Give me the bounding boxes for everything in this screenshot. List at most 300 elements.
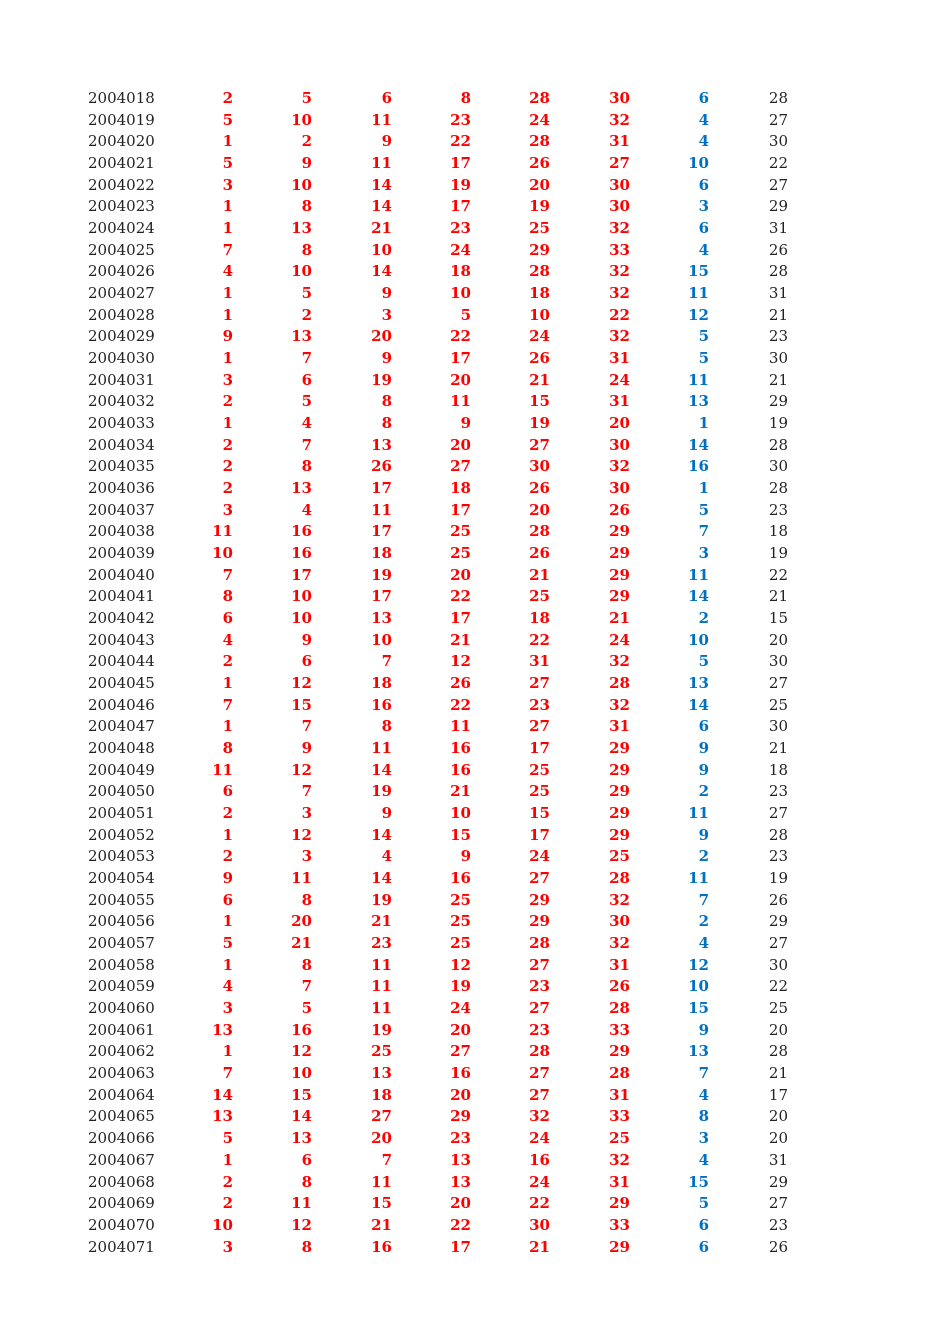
red-ball-3: 14 [371, 760, 392, 779]
red-ball-2: 12 [291, 674, 312, 693]
table-row [0, 88, 950, 109]
last-column-value: 19 [768, 544, 788, 563]
red-ball-4: 20 [450, 1020, 471, 1039]
red-ball-6: 20 [609, 414, 630, 433]
red-ball-6: 29 [609, 739, 630, 758]
blue-ball: 4 [698, 110, 709, 129]
red-ball-1: 2 [222, 1194, 233, 1213]
issue-number: 2004032 [88, 392, 155, 411]
red-ball-5: 27 [529, 1064, 550, 1083]
issue-number: 2004031 [88, 370, 155, 389]
last-column-value: 28 [768, 1042, 788, 1061]
red-ball-2: 9 [301, 739, 312, 758]
table-row [0, 1128, 950, 1149]
blue-ball: 13 [688, 674, 709, 693]
red-ball-2: 7 [301, 349, 312, 368]
issue-number: 2004025 [88, 240, 155, 259]
issue-number: 2004030 [88, 349, 155, 368]
red-ball-3: 19 [371, 370, 392, 389]
blue-ball: 11 [688, 284, 709, 303]
table-row [0, 1063, 950, 1084]
red-ball-2: 6 [301, 652, 312, 671]
red-ball-6: 31 [609, 955, 630, 974]
red-ball-2: 8 [301, 240, 312, 259]
red-ball-5: 27 [529, 999, 550, 1018]
red-ball-1: 4 [222, 262, 233, 281]
red-ball-3: 8 [381, 392, 392, 411]
table-row [0, 1085, 950, 1106]
issue-number: 2004046 [88, 695, 155, 714]
red-ball-2: 10 [291, 175, 312, 194]
issue-number: 2004035 [88, 457, 155, 476]
red-ball-1: 11 [212, 522, 233, 541]
table-row [0, 825, 950, 846]
red-ball-1: 1 [222, 284, 233, 303]
last-column-value: 15 [768, 609, 788, 628]
red-ball-5: 18 [529, 284, 550, 303]
blue-ball: 11 [688, 370, 709, 389]
red-ball-4: 16 [450, 739, 471, 758]
table-row [0, 456, 950, 477]
red-ball-1: 7 [222, 1064, 233, 1083]
last-column-value: 30 [768, 955, 788, 974]
red-ball-4: 23 [450, 110, 471, 129]
red-ball-4: 24 [450, 240, 471, 259]
red-ball-3: 17 [371, 587, 392, 606]
red-ball-3: 11 [371, 739, 392, 758]
red-ball-4: 23 [450, 219, 471, 238]
red-ball-3: 25 [371, 1042, 392, 1061]
issue-number: 2004021 [88, 154, 155, 172]
table-row [0, 1106, 950, 1127]
blue-ball: 5 [698, 349, 709, 368]
red-ball-3: 9 [381, 284, 392, 303]
red-ball-3: 14 [371, 825, 392, 844]
table-row [0, 543, 950, 564]
last-column-value: 19 [768, 414, 788, 433]
red-ball-3: 19 [371, 890, 392, 909]
red-ball-1: 7 [222, 695, 233, 714]
table-row [0, 218, 950, 239]
blue-ball: 15 [688, 999, 709, 1018]
red-ball-2: 10 [291, 262, 312, 281]
red-ball-1: 1 [222, 1042, 233, 1061]
red-ball-4: 25 [450, 522, 471, 541]
issue-number: 2004068 [88, 1172, 155, 1191]
blue-ball: 7 [698, 522, 709, 541]
red-ball-4: 21 [450, 782, 471, 801]
issue-number: 2004033 [88, 414, 155, 433]
red-ball-3: 9 [381, 132, 392, 151]
issue-number: 2004028 [88, 305, 155, 324]
red-ball-6: 32 [609, 934, 630, 953]
blue-ball: 4 [698, 934, 709, 953]
blue-ball: 2 [698, 782, 709, 801]
red-ball-5: 18 [529, 609, 550, 628]
red-ball-2: 6 [301, 1150, 312, 1169]
red-ball-6: 26 [609, 977, 630, 996]
blue-ball: 5 [698, 1194, 709, 1213]
red-ball-4: 20 [450, 1194, 471, 1213]
table-row [0, 586, 950, 607]
red-ball-4: 16 [450, 1064, 471, 1083]
blue-ball: 12 [688, 305, 709, 324]
red-ball-4: 11 [450, 717, 471, 736]
red-ball-6: 31 [609, 1172, 630, 1191]
red-ball-5: 27 [529, 1085, 550, 1104]
blue-ball: 6 [698, 89, 709, 107]
blue-ball: 1 [698, 414, 709, 433]
red-ball-6: 32 [609, 457, 630, 476]
blue-ball: 6 [698, 219, 709, 238]
blue-ball: 8 [698, 1107, 709, 1126]
last-column-value: 27 [768, 804, 788, 823]
red-ball-4: 24 [450, 999, 471, 1018]
red-ball-6: 32 [609, 284, 630, 303]
red-ball-4: 12 [450, 652, 471, 671]
red-ball-5: 24 [529, 1172, 550, 1191]
red-ball-3: 8 [381, 414, 392, 433]
red-ball-1: 8 [222, 739, 233, 758]
red-ball-2: 16 [291, 544, 312, 563]
red-ball-2: 17 [291, 565, 312, 584]
issue-number: 2004048 [88, 739, 155, 758]
red-ball-1: 13 [212, 1107, 233, 1126]
red-ball-5: 23 [529, 1020, 550, 1039]
issue-number: 2004026 [88, 262, 155, 281]
table-row [0, 153, 950, 174]
red-ball-4: 25 [450, 544, 471, 563]
red-ball-3: 16 [371, 695, 392, 714]
red-ball-3: 14 [371, 197, 392, 216]
blue-ball: 5 [698, 500, 709, 519]
red-ball-6: 32 [609, 695, 630, 714]
table-row [0, 673, 950, 694]
red-ball-2: 8 [301, 1172, 312, 1191]
red-ball-1: 2 [222, 457, 233, 476]
red-ball-4: 10 [450, 804, 471, 823]
red-ball-6: 29 [609, 782, 630, 801]
red-ball-6: 32 [609, 890, 630, 909]
red-ball-4: 19 [450, 175, 471, 194]
red-ball-1: 1 [222, 1150, 233, 1169]
red-ball-3: 13 [371, 609, 392, 628]
blue-ball: 10 [688, 154, 709, 172]
red-ball-1: 10 [212, 1215, 233, 1234]
table-row [0, 760, 950, 781]
issue-number: 2004040 [88, 565, 155, 584]
red-ball-3: 14 [371, 262, 392, 281]
red-ball-3: 4 [381, 847, 392, 866]
blue-ball: 14 [688, 435, 709, 454]
blue-ball: 4 [698, 1085, 709, 1104]
red-ball-5: 28 [529, 934, 550, 953]
blue-ball: 12 [688, 955, 709, 974]
blue-ball: 11 [688, 804, 709, 823]
red-ball-1: 3 [222, 500, 233, 519]
red-ball-3: 11 [371, 1172, 392, 1191]
red-ball-3: 23 [371, 934, 392, 953]
red-ball-2: 8 [301, 955, 312, 974]
red-ball-6: 30 [609, 175, 630, 194]
red-ball-6: 28 [609, 1064, 630, 1083]
red-ball-1: 2 [222, 89, 233, 107]
red-ball-3: 11 [371, 999, 392, 1018]
red-ball-3: 9 [381, 349, 392, 368]
last-column-value: 28 [768, 89, 788, 107]
red-ball-6: 28 [609, 999, 630, 1018]
red-ball-6: 31 [609, 132, 630, 151]
issue-number: 2004034 [88, 435, 155, 454]
red-ball-5: 29 [529, 912, 550, 931]
red-ball-6: 29 [609, 544, 630, 563]
last-column-value: 27 [768, 175, 788, 194]
red-ball-4: 22 [450, 695, 471, 714]
table-row [0, 651, 950, 672]
last-column-value: 23 [768, 1215, 788, 1234]
red-ball-5: 21 [529, 1237, 550, 1256]
red-ball-3: 18 [371, 674, 392, 693]
blue-ball: 11 [688, 565, 709, 584]
red-ball-4: 9 [460, 414, 471, 433]
red-ball-2: 10 [291, 609, 312, 628]
table-row [0, 521, 950, 542]
table-row [0, 976, 950, 997]
issue-number: 2004022 [88, 175, 155, 194]
red-ball-3: 14 [371, 869, 392, 888]
red-ball-2: 11 [291, 1194, 312, 1213]
blue-ball: 13 [688, 1042, 709, 1061]
red-ball-4: 27 [450, 457, 471, 476]
red-ball-5: 19 [529, 197, 550, 216]
red-ball-2: 20 [291, 912, 312, 931]
red-ball-2: 3 [301, 847, 312, 866]
last-column-value: 23 [768, 847, 788, 866]
red-ball-6: 29 [609, 1042, 630, 1061]
red-ball-4: 23 [450, 1129, 471, 1148]
red-ball-5: 29 [529, 890, 550, 909]
table-row [0, 781, 950, 802]
last-column-value: 28 [768, 262, 788, 281]
red-ball-6: 29 [609, 1237, 630, 1256]
red-ball-4: 10 [450, 284, 471, 303]
blue-ball: 2 [698, 609, 709, 628]
blue-ball: 1 [698, 479, 709, 498]
red-ball-1: 7 [222, 565, 233, 584]
last-column-value: 28 [768, 435, 788, 454]
red-ball-6: 29 [609, 804, 630, 823]
red-ball-2: 5 [301, 89, 312, 107]
red-ball-1: 1 [222, 197, 233, 216]
red-ball-4: 19 [450, 977, 471, 996]
table-row [0, 1237, 950, 1258]
red-ball-1: 3 [222, 175, 233, 194]
red-ball-4: 17 [450, 349, 471, 368]
red-ball-6: 31 [609, 717, 630, 736]
red-ball-1: 1 [222, 912, 233, 931]
red-ball-1: 1 [222, 305, 233, 324]
issue-number: 2004038 [88, 522, 155, 541]
red-ball-1: 2 [222, 392, 233, 411]
red-ball-3: 11 [371, 955, 392, 974]
table-row [0, 565, 950, 586]
issue-number: 2004058 [88, 955, 155, 974]
issue-number: 2004065 [88, 1107, 155, 1126]
red-ball-1: 3 [222, 370, 233, 389]
red-ball-6: 29 [609, 522, 630, 541]
issue-number: 2004054 [88, 869, 155, 888]
blue-ball: 9 [698, 825, 709, 844]
red-ball-5: 26 [529, 349, 550, 368]
red-ball-3: 3 [381, 305, 392, 324]
issue-number: 2004059 [88, 977, 155, 996]
blue-ball: 6 [698, 175, 709, 194]
red-ball-1: 1 [222, 674, 233, 693]
issue-number: 2004019 [88, 110, 155, 129]
red-ball-5: 15 [529, 392, 550, 411]
red-ball-6: 33 [609, 1215, 630, 1234]
last-column-value: 20 [768, 630, 788, 649]
red-ball-5: 25 [529, 782, 550, 801]
red-ball-3: 13 [371, 435, 392, 454]
issue-number: 2004036 [88, 479, 155, 498]
red-ball-5: 26 [529, 154, 550, 172]
red-ball-2: 7 [301, 435, 312, 454]
red-ball-2: 7 [301, 977, 312, 996]
table-row [0, 283, 950, 304]
red-ball-2: 16 [291, 1020, 312, 1039]
red-ball-3: 7 [381, 652, 392, 671]
red-ball-4: 12 [450, 955, 471, 974]
last-column-value: 27 [768, 934, 788, 953]
blue-ball: 9 [698, 1020, 709, 1039]
red-ball-5: 28 [529, 262, 550, 281]
issue-number: 2004045 [88, 674, 155, 693]
table-row [0, 933, 950, 954]
last-column-value: 28 [768, 825, 788, 844]
blue-ball: 14 [688, 695, 709, 714]
red-ball-6: 30 [609, 89, 630, 107]
red-ball-1: 11 [212, 760, 233, 779]
red-ball-6: 32 [609, 1150, 630, 1169]
table-row [0, 738, 950, 759]
last-column-value: 26 [768, 240, 788, 259]
table-row [0, 196, 950, 217]
last-column-value: 20 [768, 1020, 788, 1039]
red-ball-1: 1 [222, 349, 233, 368]
table-row [0, 1172, 950, 1193]
issue-number: 2004067 [88, 1150, 155, 1169]
red-ball-2: 12 [291, 1215, 312, 1234]
red-ball-6: 28 [609, 674, 630, 693]
red-ball-4: 25 [450, 934, 471, 953]
red-ball-1: 14 [212, 1085, 233, 1104]
red-ball-1: 2 [222, 435, 233, 454]
blue-ball: 6 [698, 1215, 709, 1234]
last-column-value: 27 [768, 1194, 788, 1213]
red-ball-1: 6 [222, 609, 233, 628]
last-column-value: 18 [768, 760, 788, 779]
red-ball-2: 10 [291, 587, 312, 606]
table-row [0, 911, 950, 932]
red-ball-3: 11 [371, 154, 392, 172]
red-ball-5: 17 [529, 825, 550, 844]
red-ball-6: 32 [609, 110, 630, 129]
red-ball-1: 5 [222, 1129, 233, 1148]
red-ball-4: 22 [450, 1215, 471, 1234]
issue-number: 2004027 [88, 284, 155, 303]
red-ball-3: 19 [371, 782, 392, 801]
last-column-value: 31 [768, 1150, 788, 1169]
issue-number: 2004051 [88, 804, 155, 823]
red-ball-5: 28 [529, 522, 550, 541]
last-column-value: 27 [768, 110, 788, 129]
red-ball-3: 19 [371, 1020, 392, 1039]
blue-ball: 4 [698, 240, 709, 259]
red-ball-2: 13 [291, 1129, 312, 1148]
red-ball-5: 22 [529, 630, 550, 649]
last-column-value: 20 [768, 1107, 788, 1126]
red-ball-6: 30 [609, 197, 630, 216]
red-ball-5: 16 [529, 1150, 550, 1169]
last-column-value: 30 [768, 349, 788, 368]
table-row [0, 1215, 950, 1236]
red-ball-1: 2 [222, 1172, 233, 1191]
red-ball-1: 5 [222, 110, 233, 129]
red-ball-3: 18 [371, 1085, 392, 1104]
red-ball-2: 15 [291, 1085, 312, 1104]
red-ball-3: 21 [371, 912, 392, 931]
issue-number: 2004071 [88, 1237, 155, 1256]
issue-number: 2004055 [88, 890, 155, 909]
red-ball-2: 8 [301, 197, 312, 216]
table-row [0, 955, 950, 976]
red-ball-1: 6 [222, 782, 233, 801]
red-ball-4: 16 [450, 760, 471, 779]
issue-number: 2004023 [88, 197, 155, 216]
red-ball-5: 27 [529, 435, 550, 454]
red-ball-5: 24 [529, 847, 550, 866]
red-ball-6: 25 [609, 1129, 630, 1148]
issue-number: 2004060 [88, 999, 155, 1018]
red-ball-3: 18 [371, 544, 392, 563]
red-ball-2: 12 [291, 825, 312, 844]
blue-ball: 15 [688, 1172, 709, 1191]
red-ball-5: 10 [529, 305, 550, 324]
last-column-value: 31 [768, 219, 788, 238]
red-ball-1: 1 [222, 414, 233, 433]
red-ball-5: 21 [529, 370, 550, 389]
last-column-value: 23 [768, 500, 788, 519]
red-ball-3: 10 [371, 630, 392, 649]
blue-ball: 5 [698, 327, 709, 346]
last-column-value: 25 [768, 695, 788, 714]
table-row [0, 261, 950, 282]
red-ball-6: 27 [609, 154, 630, 172]
last-column-value: 21 [768, 305, 788, 324]
red-ball-1: 5 [222, 934, 233, 953]
last-column-value: 29 [768, 1172, 788, 1191]
red-ball-5: 20 [529, 175, 550, 194]
red-ball-2: 4 [301, 414, 312, 433]
table-row [0, 803, 950, 824]
blue-ball: 2 [698, 912, 709, 931]
last-column-value: 29 [768, 392, 788, 411]
table-row [0, 326, 950, 347]
issue-number: 2004063 [88, 1064, 155, 1083]
blue-ball: 9 [698, 760, 709, 779]
table-row [0, 695, 950, 716]
